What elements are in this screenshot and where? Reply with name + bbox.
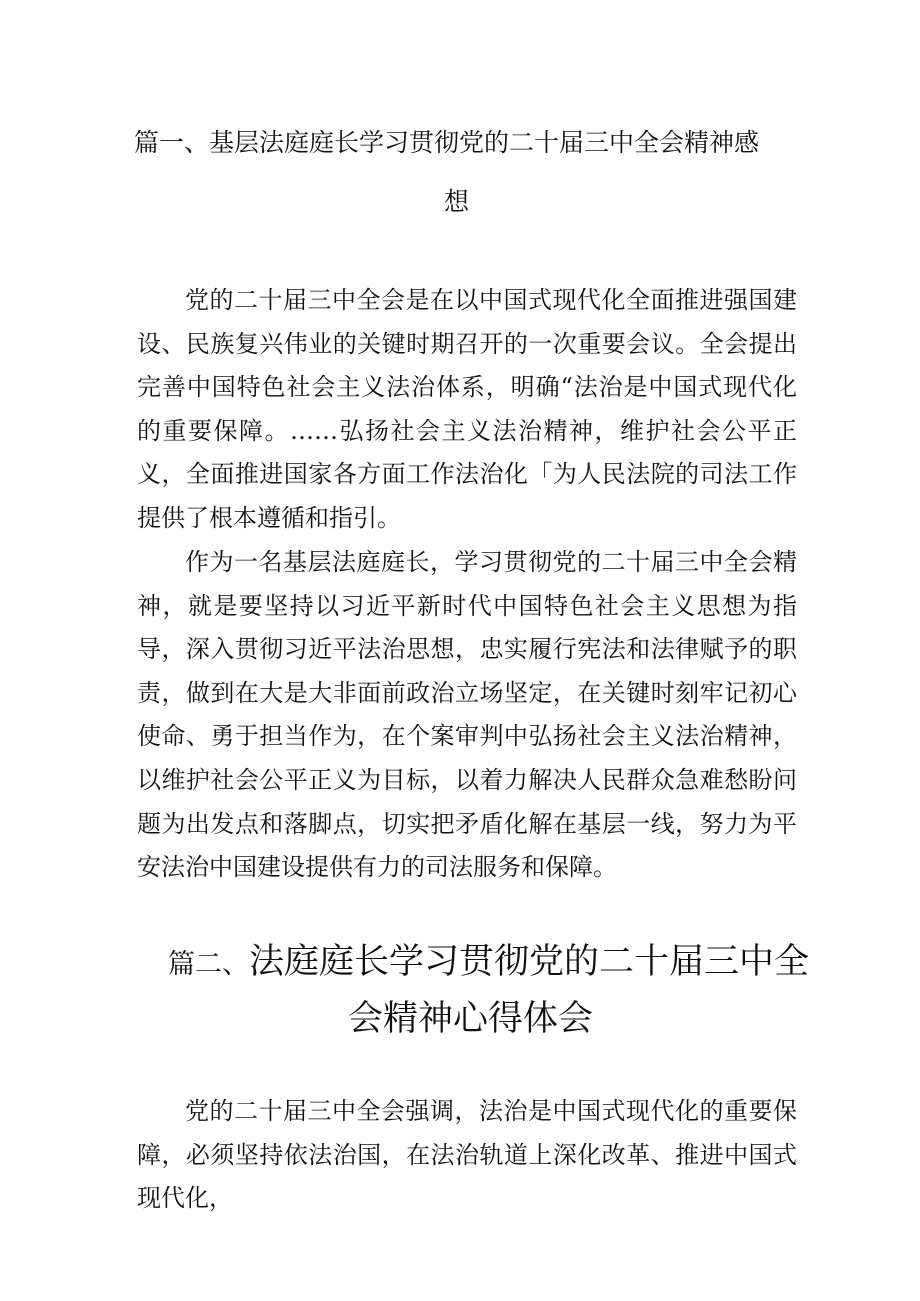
article2-title-line1	[168, 940, 809, 987]
article1-paragraph-1: 党的二十届三中全会是在以中国式现代化全面推进强国建设、民族复兴伟业的关键时期召开的一次重要会议。全会提出完善中国特色社会主义法治体系，明确“法治是中国式现代化的重要保障。……弘扬社会主义法治精神，维护社会公平正义，全面推进国家各方面工作法治化「为人民法院的司法工作提供了根本遵循和指引。	[137, 286, 797, 532]
article1-paragraph-2: 作为一名基层法庭庭长，学习贯彻党的二十届三中全会精神，就是要坚持以习近平新时代中国特色社会主义思想为指导，深入贯彻习近平法治思想，忠实履行宪法和法律赋予的职责，做到在大是大非面前政治立场坚定，在关键时刻牢记初心使命、勇于担当作为，在个案审判中弘扬社会主义法治精神，以维护社会公平正义为目标，以着力解决人民群众急难愁盼问题为出发点和落脚点，切实把矛盾化解在基层一线，努力为平安法治中国建设提供有力的司法服务和保障。	[137, 548, 797, 882]
article2-title-line2: 会精神心得体会	[348, 999, 594, 1039]
article1-title-line1: 篇一、基层法庭庭长学习贯彻党的二十届三中全会精神感	[134, 128, 760, 157]
article1-title-line2: 想	[444, 187, 470, 216]
article2-paragraph-1: 党的二十届三中全会强调，法治是中国式现代化的重要保障，必须坚持依法治国，在法治轨道上深化改革、推进中国式现代化，	[137, 1097, 797, 1213]
article2-title-line1-rest: 法庭庭长学习贯彻党的二十届三中全	[249, 942, 810, 982]
article2-title-prefix: 篇二、	[168, 949, 249, 980]
